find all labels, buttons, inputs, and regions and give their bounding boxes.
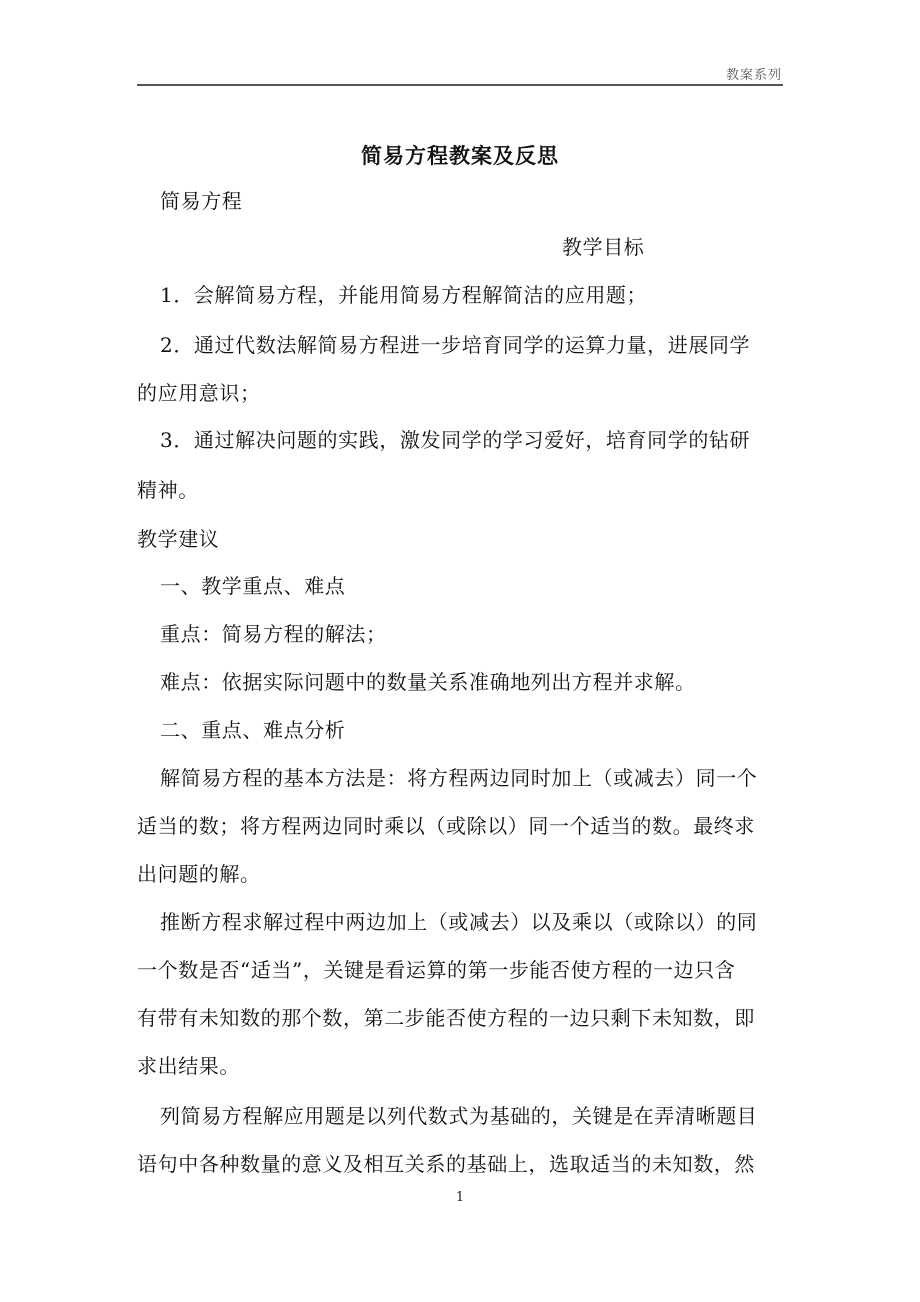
text-line: 3．通过解决问题的实践，激发同学的学习爱好，培育同学的钻研 [160,428,751,452]
text-line: 难点：依据实际问题中的数量关系准确地列出方程并求解。 [160,670,696,694]
text-line: 一、教学重点、难点 [160,574,346,598]
text-line: 简易方程 [160,189,243,213]
text-line: 解简易方程的基本方法是：将方程两边同时加上（或减去）同一个 [160,766,758,790]
text-line: 重点：简易方程的解法； [160,622,387,646]
text-line: 适当的数；将方程两边同时乘以（或除以）同一个适当的数。最终求 [137,814,755,838]
text-line: 教学目标 [562,235,645,259]
text-line: 精神。 [137,478,199,502]
text-line: 一个数是否“适当”，关键是看运算的第一步能否使方程的一边只含 [137,958,736,982]
text-line: 语句中各种数量的意义及相互关系的基础上，选取适当的未知数，然 [137,1152,755,1176]
text-line: 教学建议 [137,527,220,551]
text-line: 有带有未知数的那个数，第二步能否使方程的一边只剩下未知数，即 [137,1006,755,1030]
document-title: 简易方程教案及反思 [361,144,559,168]
page-number: 1 [455,1190,465,1205]
text-line: 1．会解简易方程，并能用简易方程解简洁的应用题； [160,283,648,307]
text-line: 求出结果。 [137,1054,240,1078]
text-line: 2．通过代数法解简易方程进一步培育同学的运算力量，进展同学 [160,333,751,357]
text-line: 的应用意识； [137,381,261,405]
header-divider [137,84,783,86]
text-line: 出问题的解。 [137,862,261,886]
text-line: 推断方程求解过程中两边加上（或减去）以及乘以（或除以）的同 [160,910,758,934]
header-label: 教案系列 [725,68,782,83]
text-line: 二、重点、难点分析 [160,718,346,742]
text-line: 列简易方程解应用题是以列代数式为基础的，关键是在弄清晰题目 [160,1104,758,1128]
